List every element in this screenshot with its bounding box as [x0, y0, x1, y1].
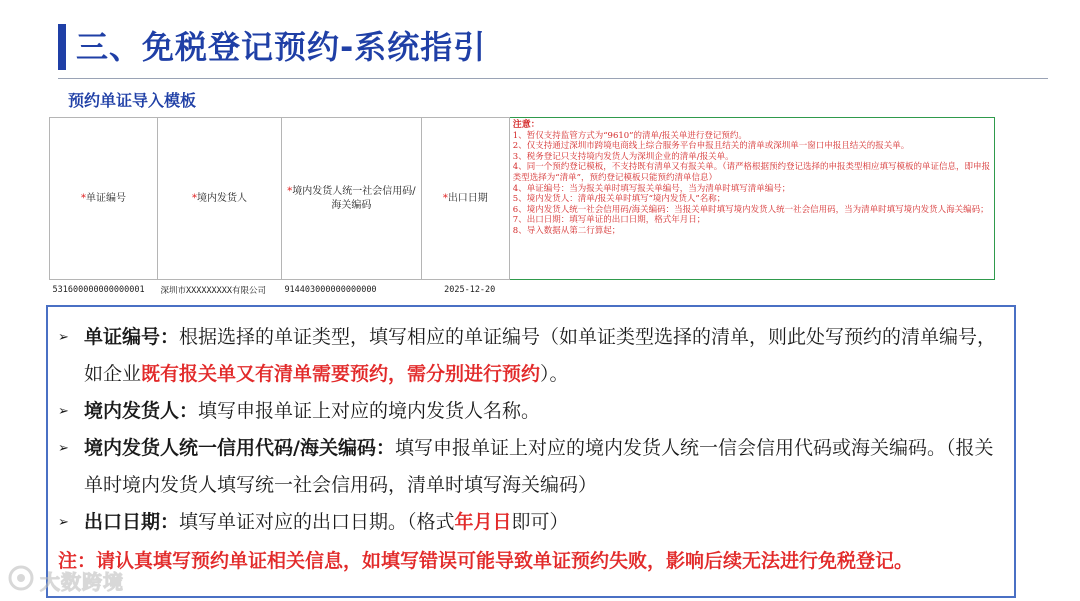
- header-cell-shipper: *境内发货人: [157, 118, 281, 280]
- data-cell-doc-number: 531600000000000001: [52, 284, 145, 295]
- template-table: [49, 117, 995, 300]
- template-sheet: [49, 117, 995, 305]
- bullet-arrow-icon: ➢: [58, 330, 69, 345]
- instruction-item: ➢ 出口日期：填写单证对应的出口日期。（格式年月日即可）: [58, 504, 1008, 541]
- notes-title: 注意：: [512, 120, 540, 130]
- instruction-item: ➢ 单证编号：根据选择的单证类型，填写相应的单证编号（如单证类型选择的清单，则此处写预约的清单编号，如企业既有报关单又有清单需要预约，需分别进行预约）。: [58, 319, 1008, 393]
- header-row: [50, 118, 995, 280]
- note-line: 4、同一个预约登记模板，不支持既有清单又有报关单。（请严格根据预约登记选择的申报类型相应填写模板的单证信息，即申报类型选择为“清单”，预约登记模板只能预约清单信息）: [512, 162, 990, 183]
- title-accent-bar: [58, 24, 66, 70]
- notes-cell: [509, 118, 994, 280]
- bullet-arrow-icon: ➢: [58, 515, 69, 530]
- instruction-item: ➢ 境内发货人：填写申报单证上对应的境内发货人名称。: [58, 393, 1008, 430]
- note-line: 7、出口日期：填写单证的出口日期，格式年月日；: [512, 215, 706, 226]
- data-cell-empty: [509, 280, 994, 300]
- section-subtitle: 预约单证导入模板: [68, 91, 197, 110]
- data-row: [50, 280, 995, 300]
- watermark-logo-icon: [6, 563, 36, 593]
- data-cell-export-date: 2025-12-20: [444, 284, 496, 295]
- note-line: 2、仅支持通过深圳市跨境电商线上综合服务平台申报且结关的清单或深圳单一窗口申报且结关的报关单。: [512, 141, 910, 152]
- data-cell-shipper: 深圳市XXXXXXXXX有限公司: [160, 285, 267, 296]
- bullet-arrow-icon: ➢: [58, 441, 69, 456]
- header-cell-credit-code: *境内发货人统一社会信用码/海关编码: [281, 118, 421, 280]
- title-divider: [58, 78, 1048, 79]
- instruction-label: 出口日期：: [84, 511, 180, 533]
- bullet-arrow-icon: ➢: [58, 404, 69, 419]
- header-cell-doc-number: *单证编号: [50, 118, 158, 280]
- instructions-panel: [46, 305, 1016, 598]
- note-line: 8、导入数据从第二行算起；: [512, 225, 621, 236]
- data-cell-credit-code: 914403000000000000: [284, 284, 377, 295]
- instruction-label: 单证编号：: [84, 326, 180, 348]
- watermark-logo: [6, 563, 156, 593]
- note-line: 5、境内发货人：清单/报关单时填写“境内发货人”名称；: [512, 194, 726, 205]
- instruction-label: 境内发货人统一信用代码/海关编码：: [84, 437, 395, 459]
- watermark-text: 大数跨境: [40, 570, 124, 594]
- header-cell-export-date: *出口日期: [421, 118, 509, 280]
- note-line: 6、境内发货人统一社会信用码/海关编码：当报关单时填写境内发货人统一社会信用码，当为清单时填写境内发货人海关编码；: [512, 204, 989, 215]
- instruction-label: 境内发货人：: [84, 400, 199, 422]
- page-title: 三、免税登记预约-系统指引: [76, 28, 487, 66]
- note-line: 1、暂仅支持监管方式为“9610”的清单/报关单进行登记预约。: [512, 130, 747, 141]
- note-line: 4、单证编号：当为报关单时填写报关单编号，当为清单时填写清单编号；: [512, 183, 791, 194]
- note-line: 3、税务登记只支持境内发货人为深圳企业的清单/报关单。: [512, 151, 734, 162]
- warning-note: 注：请认真填写预约单证相关信息，如填写错误可能导致单证预约失败，影响后续无法进行免税登记。: [58, 550, 914, 572]
- instruction-item: ➢ 境内发货人统一信用代码/海关编码：填写申报单证上对应的境内发货人统一信会信用代码或海关编码。（报关单时境内发货人填写统一社会信用码，清单时填写海关编码）: [58, 430, 1008, 504]
- instruction-list: [58, 319, 1008, 581]
